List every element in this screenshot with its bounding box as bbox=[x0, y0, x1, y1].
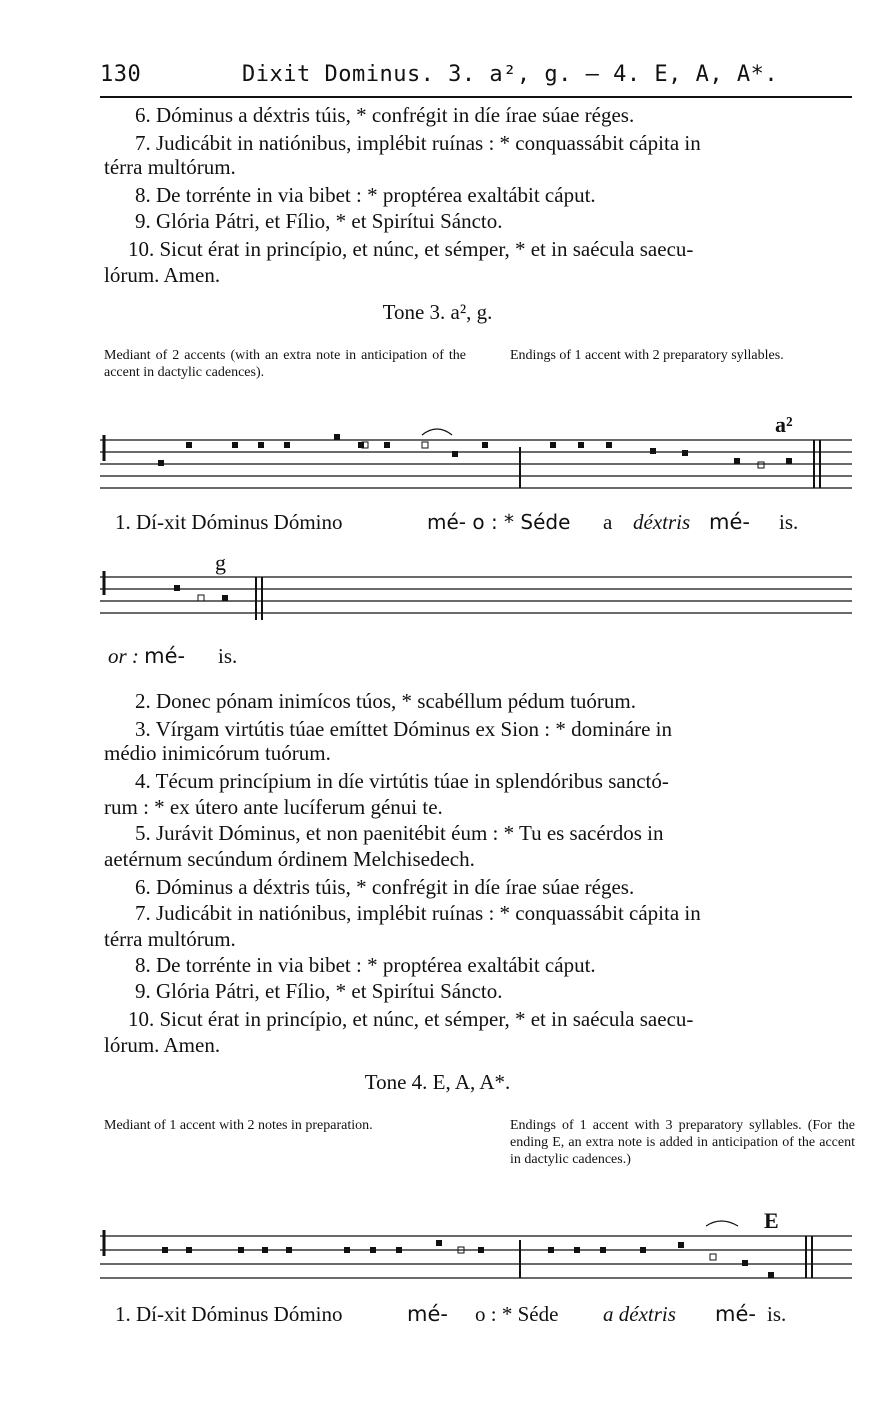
lyric-line bbox=[115, 510, 799, 535]
lyric-text: a bbox=[603, 510, 613, 534]
endings-note: Endings of 1 accent with 3 preparatory syllables. (For the ending E, an extra note is added in anticipation of the accent in dactylic cadences.) bbox=[510, 1118, 855, 1167]
lyric-accent: mé- bbox=[144, 644, 186, 668]
lyric-accent: mé- bbox=[407, 1302, 448, 1326]
verse-line: 7. Judicábit in natiónibus, implébit ruínas : * conquassábit cápita in bbox=[135, 131, 701, 155]
chant-staff bbox=[100, 565, 855, 625]
lyric-accent: mé- bbox=[709, 510, 750, 534]
ending-mark: E bbox=[764, 1208, 779, 1233]
lyric-text: a déxtris bbox=[603, 1302, 676, 1326]
verse-line: 6. Dóminus a déxtris túis, * confrégit in díe írae súae réges. bbox=[135, 875, 635, 899]
tone-title: Tone 4. E, A, A*. bbox=[364, 1070, 511, 1094]
lyric-text: is. bbox=[218, 644, 238, 668]
mediant-note: Mediant of 2 accents (with an extra note in anticipation of the accent in dactylic cadences). bbox=[104, 348, 466, 380]
alt-lyric-line bbox=[108, 644, 238, 669]
verse-line: térra multórum. bbox=[104, 927, 236, 951]
verse-line: 10. Sicut érat in princípio, et núnc, et sémper, * et in saécula saecu- bbox=[128, 237, 694, 261]
tone-title: Tone 3. a², g. bbox=[382, 300, 493, 324]
verse-line: 7. Judicábit in natiónibus, implébit ruínas : * conquassábit cápita in bbox=[135, 901, 701, 925]
ending-mark: a² bbox=[775, 412, 793, 437]
lyric-accent: mé- bbox=[715, 1302, 756, 1326]
verse-line: 4. Técum princípium in díe virtútis túae in splendóribus sanctó- bbox=[135, 769, 669, 793]
verse-line: 9. Glória Pátri, et Fílio, * et Spirítui Sáncto. bbox=[135, 209, 503, 233]
lyric-text: 1. Dí-xit Dóminus Dómino bbox=[115, 510, 343, 534]
verse-line: 8. De torrénte in via bibet : * proptérea exaltábit cáput. bbox=[135, 183, 596, 207]
verse-line: lórum. Amen. bbox=[104, 1033, 221, 1057]
lyric-text: 1. Dí-xit Dóminus Dómino bbox=[115, 1302, 343, 1326]
verse-line: rum : * ex útero ante lucíferum génui te. bbox=[104, 795, 443, 819]
verse-line: 10. Sicut érat in princípio, et núnc, et sémper, * et in saécula saecu- bbox=[128, 1007, 694, 1031]
chant-staff bbox=[100, 425, 855, 495]
endings-note: Endings of 1 accent with 2 preparatory syllables. bbox=[510, 348, 784, 363]
verse-line: térra multórum. bbox=[104, 155, 236, 179]
verse-line: 3. Vírgam virtútis túae emíttet Dóminus ex Sion : * domináre in bbox=[135, 717, 672, 741]
page-number: 130 bbox=[100, 62, 142, 87]
header-rule bbox=[100, 96, 852, 98]
verse-line: 8. De torrénte in via bibet : * proptérea exaltábit cáput. bbox=[135, 953, 596, 977]
lyric-text: is. bbox=[767, 1302, 787, 1326]
lyric-line bbox=[115, 1302, 787, 1327]
verse-line: 9. Glória Pátri, et Fílio, * et Spirítui Sáncto. bbox=[135, 979, 503, 1003]
lyric-text: o : * Séde bbox=[475, 1302, 559, 1326]
verse-line: 6. Dóminus a déxtris túis, * confrégit in díe írae súae réges. bbox=[135, 103, 635, 127]
alt-label: or : bbox=[108, 644, 139, 668]
alt-ending-mark: g bbox=[215, 550, 226, 575]
chant-staff bbox=[100, 1220, 855, 1290]
lyric-text: is. bbox=[779, 510, 799, 534]
verse-line: médio inimicórum tuórum. bbox=[104, 741, 331, 765]
verse-line: lórum. Amen. bbox=[104, 263, 221, 287]
lyric-text: déxtris bbox=[633, 510, 691, 534]
mediant-note: Mediant of 1 accent with 2 notes in preparation. bbox=[104, 1118, 373, 1133]
running-title: Dixit Dominus. 3. a², g. — 4. E, A, A*. bbox=[242, 62, 779, 87]
verse-line: aetérnum secúndum órdinem Melchisedech. bbox=[104, 847, 475, 871]
lyric-accent: mé- o : * Séde bbox=[427, 510, 571, 534]
verse-line: 5. Jurávit Dóminus, et non paenitébit éum : * Tu es sacérdos in bbox=[135, 821, 664, 845]
verse-line: 2. Donec pónam inimícos túos, * scabéllum pédum tuórum. bbox=[135, 689, 637, 713]
